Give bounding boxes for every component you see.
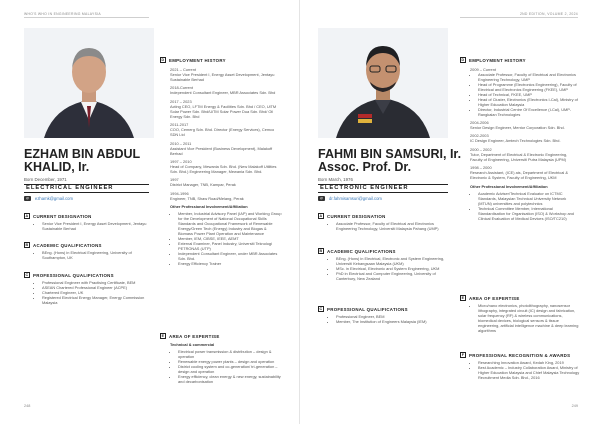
employment-years: 2010 – 2011	[170, 140, 192, 146]
employment-text: Independent Consultant Engineer, MBR Associates Sdn. Bhd	[170, 90, 276, 96]
list-item: • Electrical power transmission & distribution – design & operation	[178, 349, 282, 359]
name-line-2: Assoc. Prof. Dr.	[318, 160, 412, 174]
employment-text: IC Design Engineer, Amtech Technologies Sdn. Bhd.	[470, 138, 561, 144]
list-item: • Chartered Engineer, UK	[42, 290, 149, 295]
list-item: • Energy efficiency, clean energy & new energy, sustainability and decarbonisation	[178, 374, 282, 384]
list-item: • External Examiner, Panel Industry, Universiti Teknologi PETRONAS (UTP)	[178, 241, 282, 251]
section-number: A	[25, 214, 29, 218]
list-item: • BEng. (Hons) in Electrical, Electronic and System Engineering, Universiti Kebangsaan Malaysia (UKM)	[336, 256, 448, 266]
employment-years: 2000 – 2002	[470, 146, 492, 152]
list-item: • Head of Cluster, Electronics (Electronics I-Cal), Ministry of Higher Education Malaysia	[478, 97, 580, 107]
section-title: AREA OF EXPERTISE	[469, 295, 520, 301]
section-number: F	[461, 353, 465, 357]
name-line-2: KHALID, Ir.	[24, 160, 90, 174]
list-item: • Senior Vice President I, Energy Asset Development, Jentayu Sustainable Berhad	[42, 221, 149, 231]
email-row	[318, 196, 382, 201]
employment-years: 2011-2017	[170, 122, 189, 128]
discipline-bar: ELECTRONIC ENGINEER	[318, 184, 448, 193]
section-title: PROFESSIONAL RECOGNITION & AWARDS	[469, 352, 571, 358]
person-name	[24, 148, 140, 174]
employment-text: Research Assistant, (ICE) ais, Department of Electrical & Electronic & System, Faculty of Engineering, UKM	[470, 170, 568, 181]
list-item: • MSc. in Electrical, Electronic and System Engineering, UKM	[336, 266, 448, 271]
email-icon: @	[319, 196, 324, 200]
portrait-illustration	[318, 28, 448, 138]
employment-text: Senior Design Engineer, Mentor Corporation Sdn. Bhd.	[470, 125, 565, 130]
expertise-subtitle: Technical & commercial	[170, 342, 215, 347]
employment-years: 1997 – 2010	[170, 158, 192, 164]
section-title: AREA OF EXPERTISE	[169, 333, 220, 339]
list-item: • Head of Programme (Electronics Engineering), Faculty of Electrical and Electronics Engineering (FKEE), UMP	[478, 82, 580, 92]
employment-years: 2017 – 2023	[170, 98, 192, 104]
section-current-designation	[318, 213, 448, 231]
section-number: E	[461, 296, 465, 300]
section-title: ACADEMIC QUALIFICATIONS	[33, 242, 102, 248]
list-item: • Head of Technical, FKEE, UMP	[478, 92, 580, 97]
birth-date: Born December, 1971	[24, 177, 67, 182]
list-item: • Renewable energy power plants – design and operation	[178, 359, 282, 364]
list-item: • Registered Electrical Energy Manager, Energy Commission Malaysia	[42, 295, 149, 305]
affiliation-subtitle: Other Professional Involvement/Affiliation	[470, 183, 548, 189]
profile-photo-fahmi	[318, 28, 448, 138]
page-number: 249	[571, 404, 578, 408]
employment-years: 1997	[170, 177, 179, 183]
list-item: • Academic Adviser/Technical Evaluator on ICTMC Standards, Malaysian Technical University Network (MTUN) universities and polytechnics	[478, 191, 580, 206]
section-number: A	[319, 214, 323, 218]
section-number: B	[25, 243, 29, 247]
employment-years: 2004-2006	[470, 120, 489, 125]
section-academic	[24, 242, 149, 260]
section-professional	[318, 306, 448, 324]
list-item: • Associate Professor, Faculty of Electrical and Electronics Engineering Technology, Universiti Malaysia Pahang (UMP)	[336, 221, 448, 231]
list-item: • PhD in Electrical and Computer Engineering, University of Canterbury, New Zealand	[336, 271, 448, 281]
section-number: C	[319, 307, 323, 311]
list-item: • ASEAN Chartered Professional Engineer (ACPE)	[42, 285, 149, 290]
employment-years: 1994-1996	[170, 190, 189, 196]
list-item: • Director, Industrial Centre Of Excellence (I-Cal), UMP-Rangkaian Technologies	[478, 107, 580, 117]
list-item: • BEng. (Hons) in Electrical Engineering, University of Southampton, UK	[42, 250, 149, 260]
person-name	[318, 148, 461, 174]
email-row	[24, 196, 73, 201]
list-item: • Member, The Institution of Engineers Malaysia (IEM)	[336, 319, 448, 324]
name-line-1: FAHMI BIN SAMSURI, Ir.	[318, 147, 462, 161]
section-title: CURRENT DESIGNATION	[33, 213, 92, 219]
employment-years: 2002-2003	[470, 133, 489, 139]
employment-years: 2018-Current	[170, 85, 193, 91]
affiliation-subtitle: Other Professional Involvement/Affiliation	[170, 204, 248, 210]
section-title: PROFESSIONAL QUALIFICATIONS	[33, 272, 114, 278]
section-expertise	[160, 333, 282, 384]
discipline-bar: ELECTRICAL ENGINEER	[24, 184, 149, 193]
employment-text: Acting CEO, LFTM Energy & Facilities Sdn. Bhd / CEO, UiTM Solar Power Sdn. Bhd/UiTM Solar Power Dua Sdn. Bhd/ Oil Energy Sdn. Bhd	[170, 103, 277, 119]
list-item: • Researching Innovation Award, Kedah King, 2019	[478, 360, 580, 365]
section-employment	[160, 57, 282, 266]
section-academic	[318, 248, 448, 281]
employment-years: 2021 – Current	[170, 67, 196, 72]
section-expertise	[460, 295, 580, 333]
section-title: EMPLOYMENT HISTORY	[469, 57, 526, 63]
email-icon: @	[25, 196, 30, 200]
section-number: B	[319, 249, 323, 253]
right-page	[300, 0, 600, 424]
list-item: • Independent Consultant Engineer, under MBR Associates Sdn. Bhd.	[178, 251, 282, 261]
employment-text: Head of Company, Mewania Sdn. Bhd. (New Malakoff Utilities Sdn. Bhd.) Engineering Manager, Mewania Sdn. Bhd.	[170, 163, 277, 174]
list-item: • Professional Engineer, BEM	[336, 314, 448, 319]
employment-text: Assistant Vice President (Business Development), Malakoff Berhad	[170, 145, 273, 156]
section-number: D	[461, 58, 465, 62]
section-title: EMPLOYMENT HISTORY	[169, 57, 226, 63]
employment-years: 1998 – 2000	[470, 165, 492, 171]
list-item: • Technical Committee Member, International Standardisation for Organisation (ISO) & Workshop and Clinical Evaluation of Medical Devices (ISO/TC210)	[478, 206, 580, 221]
section-title: CURRENT DESIGNATION	[327, 213, 386, 219]
employment-text: COO, Cemerg Sdn. Bhd. Director (Energy Services), Cemco SDN Ltd	[170, 127, 275, 138]
section-employment	[460, 57, 580, 221]
employment-text: Senior Vice President I, Energy Asset Development, Jentayu Sustainable Berhad	[170, 72, 275, 82]
employment-text: Tutor, Department of Electrical & Electronic Engineering, Faculty of Engineering, Universiti Putra Malaysia (UPM)	[470, 151, 568, 162]
employment-text: District Manager, TNB, Kampar, Perak	[170, 182, 236, 188]
portrait-illustration	[24, 28, 154, 138]
employment-text: Engineer, TNB, Shaw Road/Melang, Perak	[170, 195, 244, 201]
list-item: • Professional Engineer with Practising Certificate, BEM	[42, 280, 149, 285]
section-number: C	[25, 273, 29, 277]
header-rule	[24, 17, 149, 18]
running-head: WHO'S WHO IN ENGINEERING MALAYSIA	[24, 12, 101, 16]
section-title: PROFESSIONAL QUALIFICATIONS	[327, 306, 408, 312]
running-head: 2ND EDITION, VOLUME 2, 2024	[519, 12, 578, 16]
list-item: • Best Academic – Industry Collaboration Award, Ministry of Higher Education Malaysia and Chief Malaysia Technology Recruitment Media Sdn. Bhd., 2016	[478, 365, 580, 380]
email-link[interactable]: ezhamk@gmail.com	[35, 196, 73, 201]
section-number: D	[161, 58, 165, 62]
page-number: 248	[24, 404, 31, 408]
email-link[interactable]: dr.fahmisamsuri@gmail.com	[329, 196, 382, 201]
header-rule	[460, 17, 578, 18]
section-current-designation	[24, 213, 149, 231]
section-awards	[460, 352, 580, 380]
list-item: • Member, IEM, CIBSE, IEEE, AEMT	[178, 236, 282, 241]
profile-photo-ezham	[24, 28, 154, 138]
section-title: ACADEMIC QUALIFICATIONS	[327, 248, 396, 254]
employment-years: 2009 – Current	[470, 67, 496, 72]
section-professional	[24, 272, 149, 305]
list-item: • District cooling system and co-generation/ tri-generation – design and operation	[178, 364, 282, 374]
section-number: E	[161, 334, 165, 338]
list-item: • Member, Industrial Advisory Panel (IAP) and Working Group for the Development of National Occupational Skills Standards and Occupational Framework of Renewable Energy/Green Tech (Energy) Industry and Biogas & Biomass Power Plant Operation and Maintenance	[178, 211, 282, 236]
list-item: • Micro/nano electronics, photolithography, nanosensor lithography, integrated circuit (IC) design and fabrication, solar frequency (RF) & wireless communications, biomedical devices, biological sensors & tissue engineering, artificial intelligence machine & deep learning algorithms	[478, 303, 580, 333]
list-item: • Energy Efficiency Trainer	[178, 261, 282, 266]
name-line-1: EZHAM BIN ABDUL	[24, 147, 141, 161]
list-item: • Associate Professor, Faculty of Electrical and Electronics Engineering Technology, UMP	[478, 72, 580, 82]
birth-date: Born March, 1976	[318, 177, 353, 182]
